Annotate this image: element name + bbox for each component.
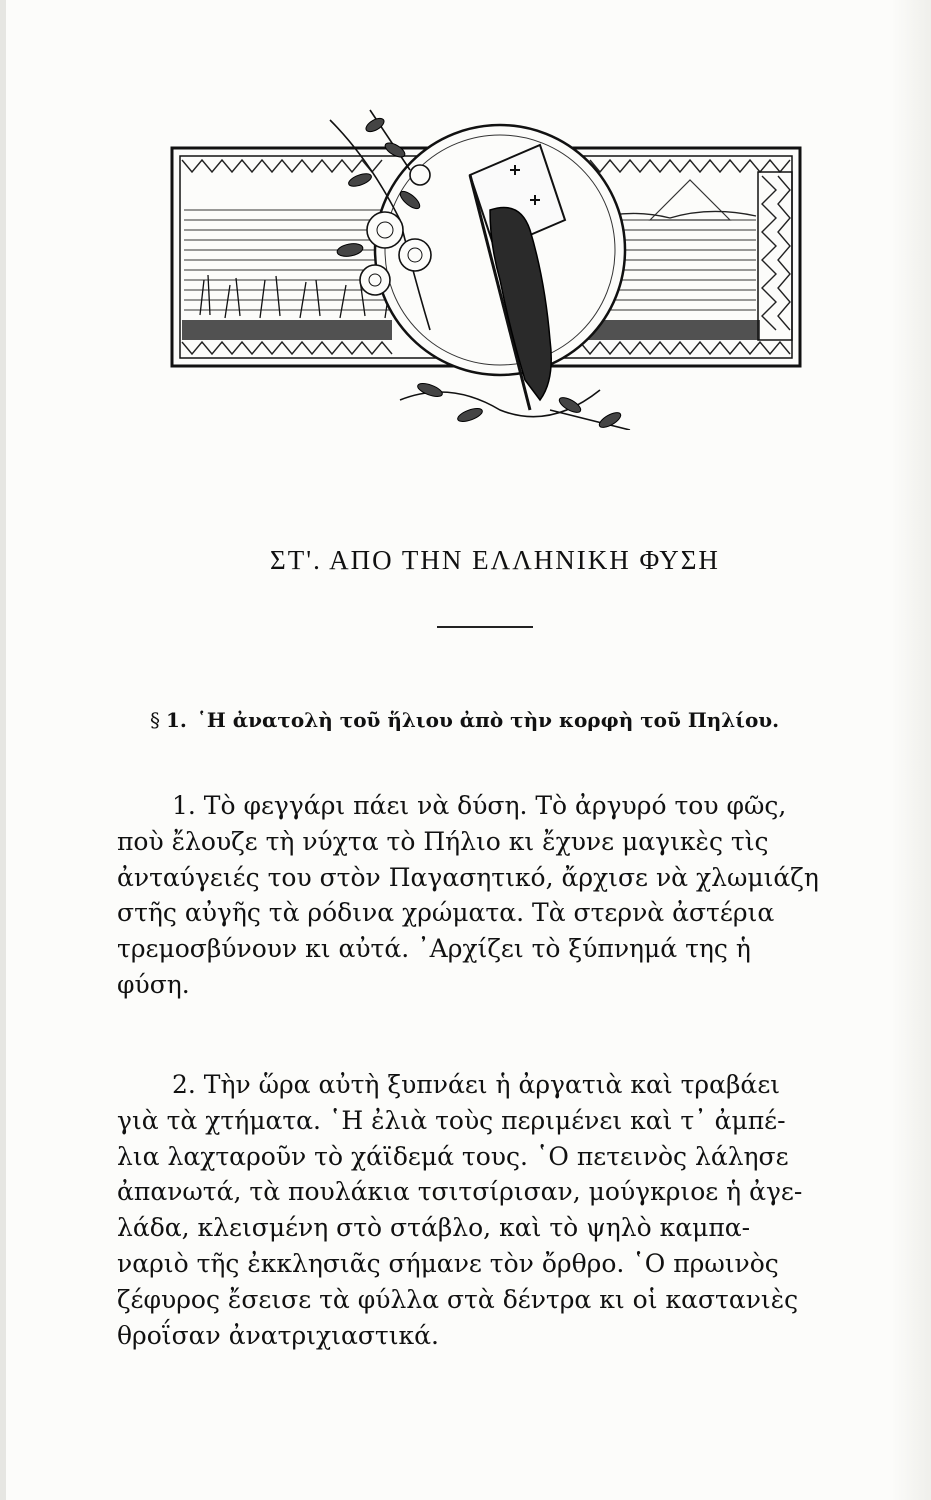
page-edge-left bbox=[0, 0, 6, 1500]
text-line: ἀνταύγειές του στὸν Παγασητικό, ἄρχισε νὰ χλωμιάζη bbox=[117, 862, 819, 892]
section-heading bbox=[150, 708, 870, 732]
text-line: στῆς αὐγῆς τὰ ρόδινα χρώματα. Τὰ στερνὰ ἀστέρια bbox=[117, 898, 775, 928]
paragraph-1 bbox=[117, 788, 865, 1003]
section-sign: § bbox=[150, 708, 160, 732]
text-line: ζέφυρος ἔσεισε τὰ φύλλα στὰ δέντρα κι οἱ καστανιὲς bbox=[117, 1284, 799, 1314]
text-line: 2. Τὴν ὥρα αὐτὴ ξυπνάει ἡ ἀργατιὰ καὶ τραβάει bbox=[172, 1070, 781, 1099]
text-line: λια λαχταροῦν τὸ χάϊδεμά τους. ῾Ο πετεινὸς λάλησε bbox=[117, 1141, 789, 1171]
paragraph-2 bbox=[117, 1067, 865, 1353]
section-title: ῾Η ἀνατολὴ τοῦ ἥλιου ἀπὸ τὴν κορφὴ τοῦ Πηλίου. bbox=[196, 708, 780, 732]
chapter-title: ΣΤ'. ΑΠΟ ΤΗΝ ΕΛΛΗΝΙΚΗ ΦΥΣΗ bbox=[270, 545, 720, 575]
text-line: τρεμοσβύνουν κι αὐτά. ᾿Αρχίζει τὸ ξύπνημά της ἡ bbox=[117, 934, 751, 964]
text-line: γιὰ τὰ χτήματα. ῾Η ἐλιὰ τοὺς περιμένει καὶ τ᾿ ἀμπέ- bbox=[117, 1105, 786, 1135]
section-number: 1. bbox=[166, 708, 187, 732]
text-line: 1. Τὸ φεγγάρι πάει νὰ δύση. Τὸ ἀργυρό του φῶς, bbox=[172, 791, 787, 820]
text-line: ἀπανωτά, τὰ πουλάκια τσιτσίρισαν, μούγκριοε ἡ ἀγε- bbox=[117, 1177, 803, 1207]
text-line: ποὺ ἔλουζε τὴ νύχτα τὸ Πήλιο κι ἔχυνε μαγικὲς τὶς bbox=[117, 826, 769, 856]
text-line: θροΐσαν ἀνατριχιαστικά. bbox=[117, 1320, 439, 1350]
text-line: ναριὸ τῆς ἐκκλησιᾶς σήμανε τὸν ὄρθρο. ῾Ο πρωινὸς bbox=[117, 1248, 779, 1278]
text-line: λάδα, κλεισμένη στὸ στάβλο, καὶ τὸ ψηλὸ καμπα- bbox=[117, 1213, 751, 1243]
headpiece-engraving bbox=[170, 80, 810, 430]
title-divider bbox=[437, 626, 533, 628]
text-line: φύση. bbox=[117, 969, 190, 999]
page-edge-right bbox=[891, 0, 931, 1500]
